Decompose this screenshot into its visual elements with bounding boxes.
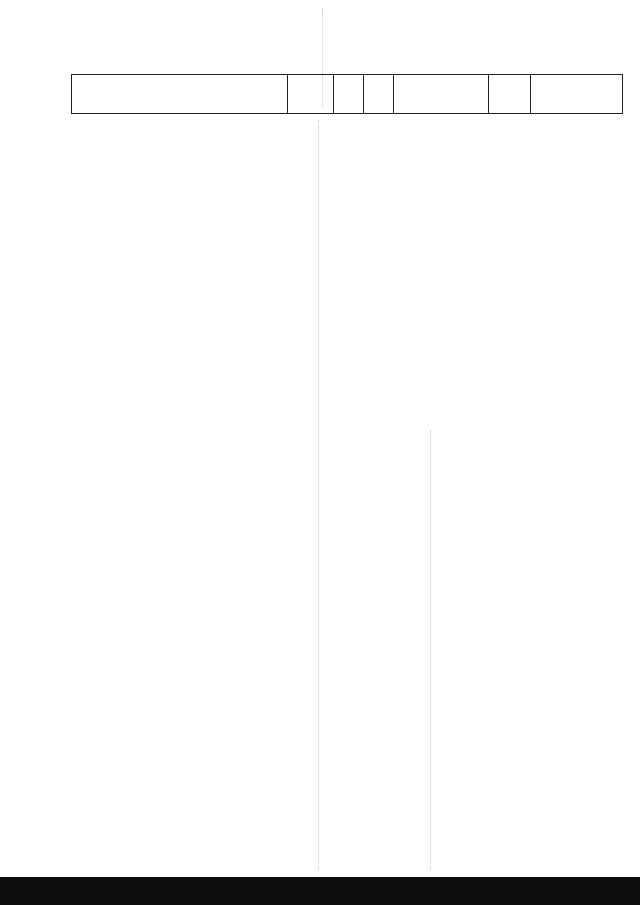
header-sum — [530, 74, 623, 114]
header-kvsr — [287, 74, 333, 114]
scan-bottom-edge — [0, 877, 640, 905]
header-name — [71, 74, 287, 114]
header-pr — [363, 74, 393, 114]
header-rz — [333, 74, 363, 114]
header-vr — [488, 74, 530, 114]
header-csr — [393, 74, 488, 114]
